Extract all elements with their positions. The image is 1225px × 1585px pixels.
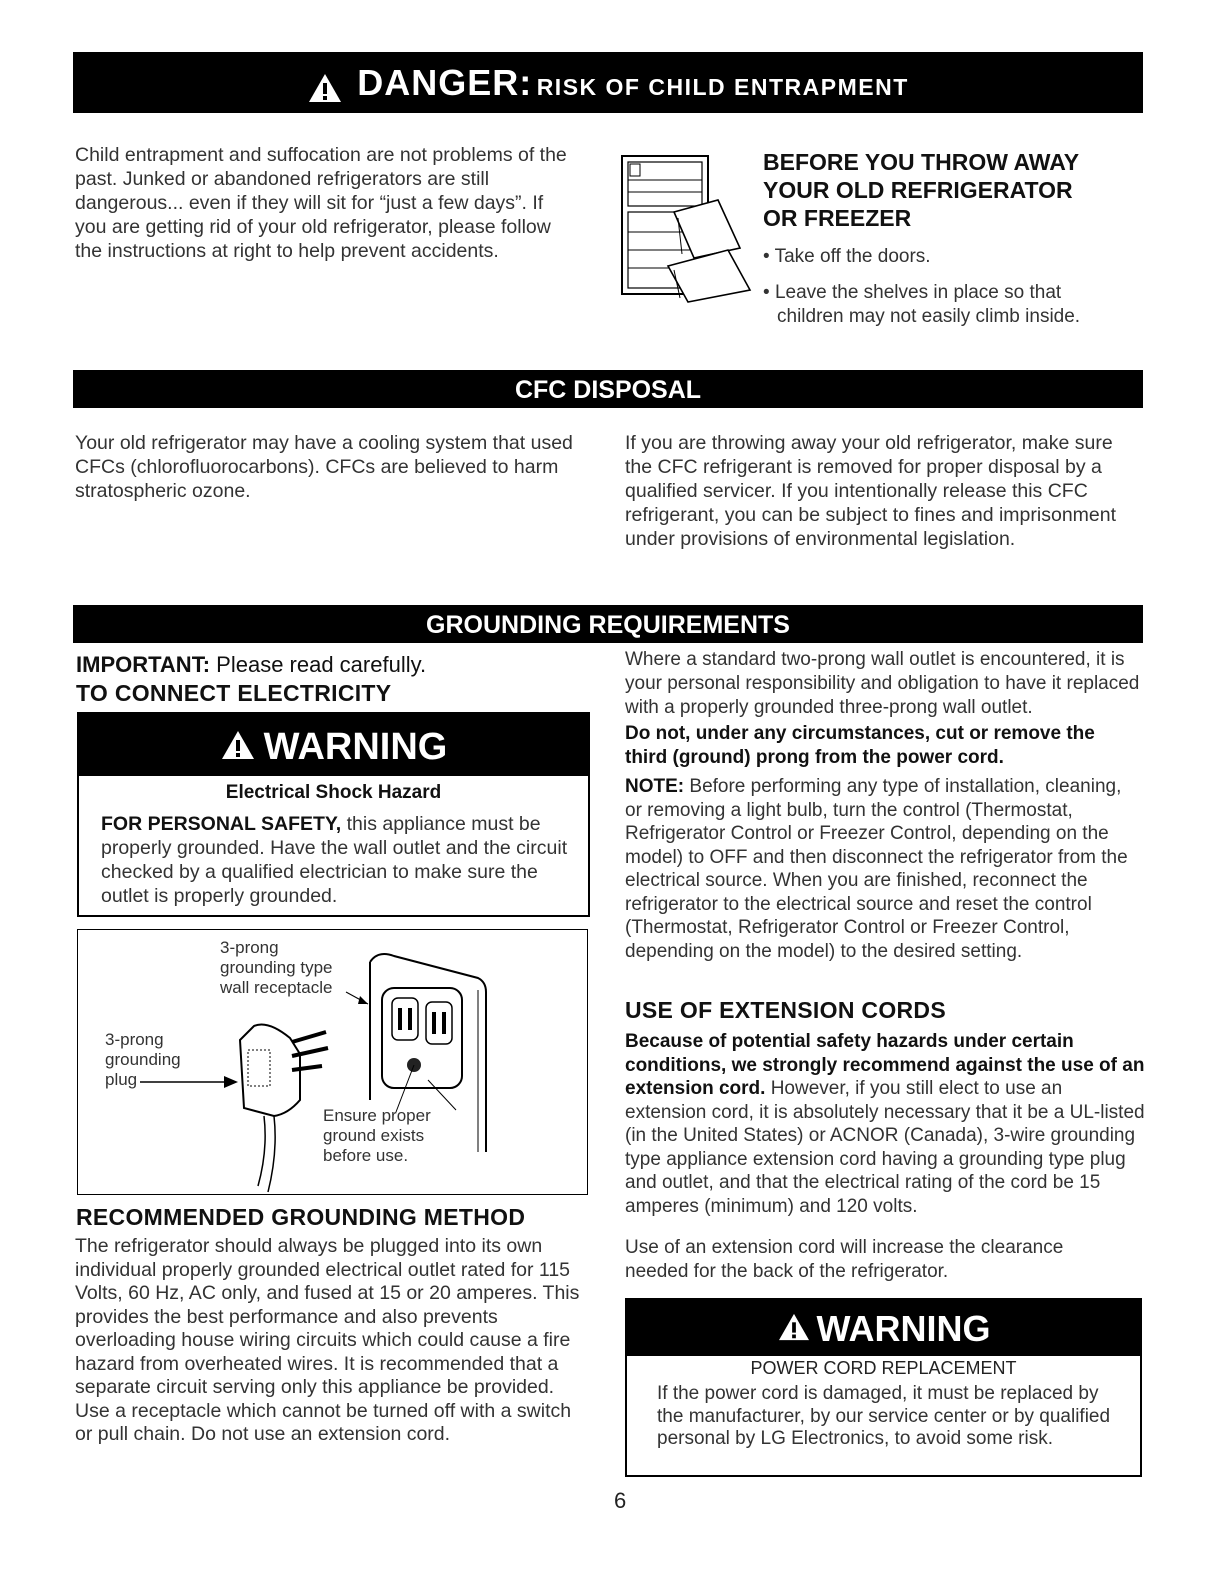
danger-subtitle: RISK OF CHILD ENTRAPMENT — [536, 74, 909, 100]
two-prong-text: Where a standard two-prong wall outlet is encountered, it is your personal responsibility and obligation to have it replaced with a properly grounded three-prong wall outlet. — [625, 649, 1140, 718]
plug-label-line: 3-prong — [105, 1030, 164, 1049]
warning-subtitle: POWER CORD REPLACEMENT — [750, 1358, 1017, 1378]
danger-intro: Child entrapment and suffocation are not problems of the past. Junked or abandoned refrigerators are still dangerous... even if they will sit for “just a few days”. If you are getting rid of your old refrigerator, please follow the instructions at right to help prevent accidents. — [75, 144, 567, 262]
note-label: NOTE: — [625, 776, 685, 797]
extension-text: However, if you still elect to use an extension cord, it is absolutely necessary that it be a UL-listed (in the United States) or ACNOR (Canada), 3-wire grounding type appliance extension cord having a grounding type plug and outlet, and that the electrical rating of the cord be 15 amperes (minimum) and 120 volts. — [625, 1078, 1145, 1217]
heading-line-2: YOUR OLD REFRIGERATOR — [763, 177, 1073, 203]
receptacle-label-line: grounding type — [220, 958, 333, 977]
bullet-text: Leave the shelves in place so that children may not easily climb inside. — [774, 282, 1081, 327]
warning-body: If the power cord is damaged, it must be replaced by the manufacturer, by our service center or by qualified personal by LG Electronics, to avoid some risk. — [657, 1383, 1111, 1449]
warning-bold-lead: FOR PERSONAL SAFETY, — [101, 813, 342, 835]
recommended-heading: RECOMMENDED GROUNDING METHOD — [76, 1204, 526, 1230]
extension-cords-paragraph — [625, 1030, 1145, 1218]
warning-power-cord-box — [625, 1298, 1142, 1477]
heading-line-3: OR FREEZER — [763, 205, 912, 231]
danger-banner — [73, 52, 1143, 113]
bullet-text: Take off the doors. — [774, 246, 931, 267]
receptacle-label-line: 3-prong — [220, 938, 279, 957]
extension-warning-bold: Because of potential safety hazards under certain conditions, we strongly recommend against the use of an extension cord. — [625, 1031, 1145, 1099]
plug-label — [105, 1030, 181, 1090]
bullet-dot: • — [763, 282, 770, 303]
connect-heading: TO CONNECT ELECTRICITY — [76, 680, 392, 706]
before-throw-away-heading — [763, 148, 1079, 232]
note-text: Before performing any type of installation, cleaning, or removing a light bulb, turn the control (Thermostat, Refrigerator Control or Freezer Control, depending on the model) to OFF and then disconnect the refrigerator from the electrical source. When you are finished, reconnect the refrigerator to the electrical source and reset the control (Thermostat, Refrigerator Control or Freezer Control, depending on the model) to the desired setting. — [625, 776, 1128, 962]
warning-body — [101, 812, 568, 908]
extension-clearance-text: Use of an extension cord will increase the clearance needed for the back of the refrigerator. — [625, 1237, 1064, 1282]
ensure-label-line: Ensure proper — [323, 1106, 431, 1125]
bullet-leave-shelves — [763, 281, 1117, 329]
grounding-title: GROUNDING REQUIREMENTS — [426, 611, 790, 639]
plug-label-line: plug — [105, 1070, 138, 1089]
warning-triangle-icon — [777, 1312, 811, 1342]
warning-triangle-icon — [307, 72, 343, 104]
recommended-text: The refrigerator should always be plugged into its own individual properly grounded electrical outlet rated for 115 Volts, 60 Hz, AC only, and fused at 15 or 20 amperes. This provides the best performance and also prevents overloading house wiring circuits which could cause a fire hazard from overheated wires. It is recommended that a separate circuit serving only this appliance be provided. Use a receptacle which cannot be turned off with a switch or pull chain. Do not use an extension cord. — [75, 1235, 580, 1445]
warning-electrical-shock-box — [77, 712, 590, 917]
warning-text: this appliance must be properly grounded. Have the wall outlet and the circuit checked by a qualified electrician to make sure the outlet is properly grounded. — [101, 813, 568, 907]
bullet-take-off-doors — [763, 245, 1123, 269]
receptacle-label — [220, 938, 332, 998]
warning-title: WARNING — [263, 726, 448, 768]
ensure-label-line: before use. — [323, 1146, 409, 1165]
grounding-figure-box — [77, 929, 588, 1195]
warning-header — [627, 1300, 1140, 1356]
warning-triangle-icon — [220, 729, 256, 761]
important-label: IMPORTANT: — [76, 652, 211, 677]
important-line — [76, 652, 426, 678]
plug-label-line: grounding — [105, 1050, 181, 1069]
extension-cords-heading: USE OF EXTENSION CORDS — [625, 997, 946, 1023]
warning-title: WARNING — [816, 1308, 991, 1349]
ensure-label-line: ground exists — [323, 1126, 425, 1145]
page-number: 6 — [614, 1488, 627, 1513]
heading-line-1: BEFORE YOU THROW AWAY — [763, 149, 1080, 175]
grounding-banner — [73, 605, 1143, 643]
warning-subtitle: Electrical Shock Hazard — [225, 782, 442, 803]
important-text: Please read carefully. — [216, 652, 427, 677]
ensure-ground-label — [323, 1106, 431, 1166]
warning-header — [79, 714, 588, 776]
danger-label: DANGER: — [357, 62, 533, 103]
cfc-title: CFC DISPOSAL — [514, 376, 702, 404]
cfc-left-text: Your old refrigerator may have a cooling system that used CFCs (chlorofluorocarbons). CFCs are believed to harm stratospheric ozone. — [75, 432, 573, 502]
receptacle-label-line: wall receptacle — [220, 978, 333, 997]
refrigerator-doors-off-illustration — [618, 150, 758, 306]
cfc-banner — [73, 370, 1143, 408]
note-paragraph — [625, 775, 1140, 963]
do-not-cut-prong-text: Do not, under any circumstances, cut or remove the third (ground) prong from the power cord. — [625, 723, 1095, 768]
cfc-right-text: If you are throwing away your old refrigerator, make sure the CFC refrigerant is removed for proper disposal by a qualified servicer. If you intentionally release this CFC refrigerant, you can be subject to fines and imprisonment under provisions of environmental legislation. — [625, 432, 1117, 550]
bullet-dot: • — [763, 246, 770, 267]
